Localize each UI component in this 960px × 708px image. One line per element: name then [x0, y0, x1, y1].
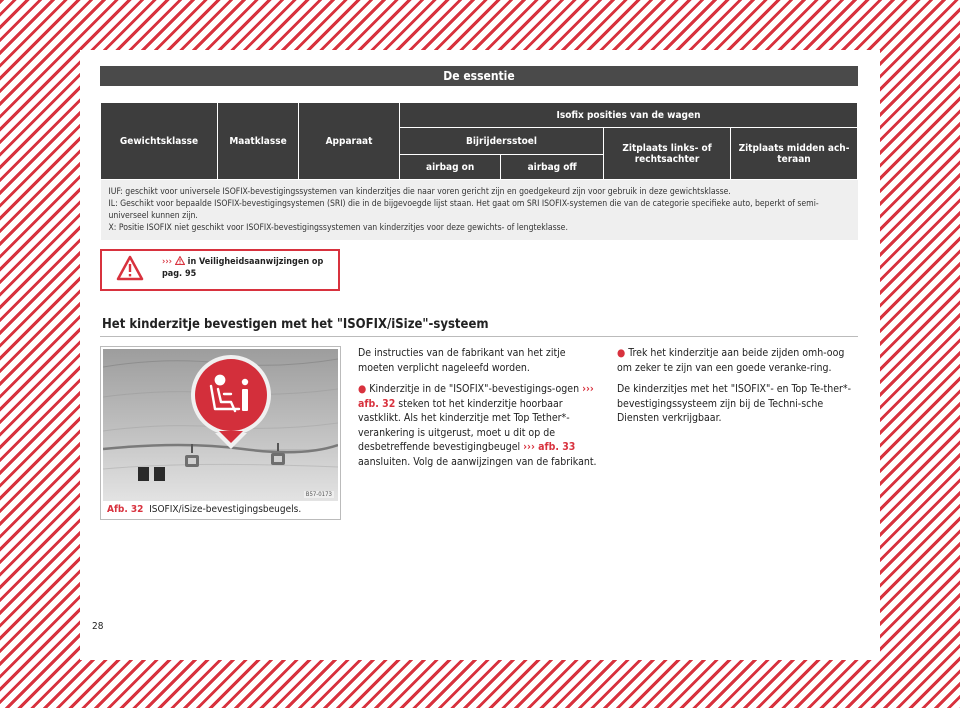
th-rear-outer: Zitplaats links- of rechtsachter: [604, 128, 731, 180]
section-title: Het kinderzitje bevestigen met het "ISOFIX/iSize"-systeem: [102, 317, 489, 332]
instruction-insert: [358, 382, 600, 469]
th-device: Apparaat: [299, 103, 400, 180]
intro-paragraph: De instructies van de fabrikant van het zitje moeten verplicht nageleefd worden.: [358, 347, 566, 374]
warning-triangle-icon: [116, 255, 144, 281]
ref-fig-33-link[interactable]: ››› afb. 33: [523, 441, 576, 453]
th-rear-middle: Zitplaats midden ach-teraan: [731, 128, 858, 180]
small-warning-icon: [175, 256, 185, 265]
warning-page: pag. 95: [162, 269, 197, 279]
ref-fig-32-link[interactable]: ››› afb. 32: [358, 383, 594, 410]
legend-il: IL: Geschikt voor bepaalde ISOFIX-bevestigingsystemen (SRI) die in de bijgevoegde lijst staan. Het gaat om SRI ISOFIX-systemen die van de categorie specifieke auto, beperkt of semi-universeel kunnen zijn.: [108, 199, 819, 221]
instruction-pull-text: Trek het kinderzitje aan beide zijden omh-oog om zeker te zijn van een goede veranke-ring.: [617, 347, 845, 374]
legend-iuf: IUF: geschikt voor universele ISOFIX-bevestigingssystemen van kinderzitjes die naar voren gericht zijn en goedgekeurd zijn voor gebruik in deze gewichtsklasse.: [108, 187, 731, 197]
th-size: Maatklasse: [218, 103, 299, 180]
warning-text: in Veiligheidsaanwijzingen op: [187, 257, 324, 267]
warning-link[interactable]: [162, 256, 323, 280]
figure-caption: [107, 504, 301, 515]
th-passenger: Bijrijdersstoel: [400, 128, 604, 155]
th-weight: Gewichtsklasse: [101, 103, 218, 180]
th-airbag-on: airbag on: [400, 155, 501, 180]
isofix-table: [100, 102, 858, 240]
rear-seat-illustration: [103, 349, 338, 501]
bullet-icon: ●: [358, 383, 367, 395]
figure-caption-text: ISOFIX/iSize-bevestigingsbeugels.: [149, 504, 302, 515]
warning-chevron: ›››: [162, 257, 173, 267]
text-column-2: [617, 346, 859, 433]
safety-warning-box: [100, 249, 340, 291]
table-legend: [101, 180, 858, 241]
instruction-text-a: Kinderzitje in de "ISOFIX"-bevestigings-ogen: [369, 383, 580, 395]
instruction-text-c: aansluiten. Volg de aanwijzingen van de fabrikant.: [358, 455, 597, 468]
text-column-1: [358, 346, 600, 476]
legend-x: X: Positie ISOFIX niet geschikt voor ISOFIX-bevestigingssystemen van kinderzitjes voor deze gewichts- of lengteklasse.: [108, 223, 568, 233]
figure-code: B57-0173: [305, 491, 332, 498]
figure-label: Afb. 32: [107, 504, 144, 515]
page-header: De essentie: [100, 66, 858, 86]
instruction-text-b: steken tot het kinderzitje hoorbaar vastklikt. Als het kinderzitje met Top Tether*-verankering is uitgerust, moet u dit op de desbetreffende bevestigingbeugel: [358, 397, 570, 453]
th-airbag-off: airbag off: [501, 155, 604, 180]
figure-32: [100, 346, 341, 520]
th-isofix: Isofix posities van de wagen: [400, 103, 858, 128]
section-divider: [100, 336, 858, 337]
instruction-pull: [617, 346, 859, 375]
availability-paragraph: De kinderzitjes met het "ISOFIX"- en Top Te-ther*-bevestigingssysteem zijn bij de Techni-sche Diensten verkrijgbaar.: [617, 383, 852, 424]
isofix-photo: [103, 349, 338, 501]
page-number: 28: [92, 621, 104, 632]
bullet-icon: ●: [617, 347, 626, 359]
